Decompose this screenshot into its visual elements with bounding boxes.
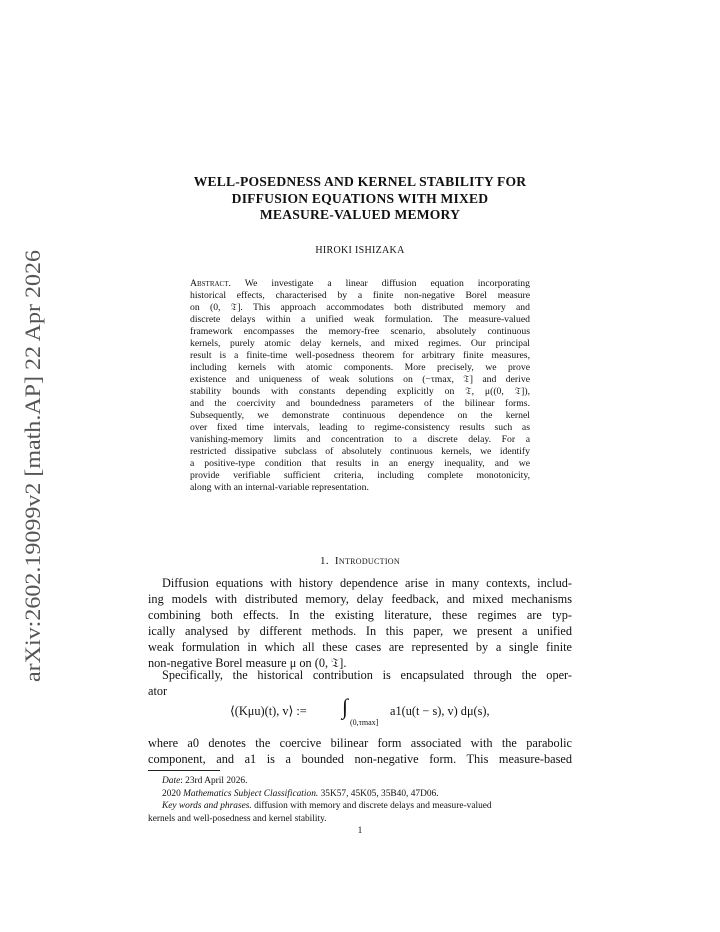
paragraph-line: weak formulation in which all these cases are represented by a single finite xyxy=(148,639,572,654)
footnote-keywords xyxy=(148,800,572,813)
paragraph-line: ing models with distributed memory, delay feedback, and mixed mechanisms xyxy=(148,591,572,606)
abstract-line: a positive-type condition that results in an energy inequality, and we xyxy=(190,458,530,469)
paragraph-line: where a0 denotes the coercive bilinear form associated with the parabolic xyxy=(148,736,572,750)
arxiv-identifier-stamp xyxy=(8,250,48,690)
title-line: MEASURE-VALUED MEMORY xyxy=(259,207,461,222)
intro-paragraph-1 xyxy=(148,576,572,671)
date-label: Date xyxy=(162,776,181,786)
title-line: DIFFUSION EQUATIONS WITH MIXED xyxy=(231,190,489,206)
abstract-line: stability bounds with constants depending explicitly on 𝔗, μ((0, 𝔗]), xyxy=(190,386,530,397)
footnotes xyxy=(148,775,572,825)
paragraph-line: component, and a1 is a bounded non-negative form. This measure-based xyxy=(148,751,572,766)
paragraph-line: combining both effects. In the existing literature, these regimes are typ- xyxy=(148,607,572,622)
paper-title xyxy=(150,174,570,224)
paragraph-line: ically analysed by different methods. In this paper, we present a unified xyxy=(148,623,572,638)
abstract-line: Subsequently, we demonstrate continuous dependence on the kernel xyxy=(190,410,530,421)
abstract-line: along with an internal-variable representation. xyxy=(190,482,369,493)
arxiv-stamp-text: arXiv:2602.19099v2 [math.AP] 22 Apr 2026 xyxy=(20,277,45,682)
keywords-label: Key words and phrases. xyxy=(162,801,252,812)
equation-lhs: ⟨(Kμu)(t), v⟩ := xyxy=(230,704,307,718)
footnote-rule xyxy=(148,770,220,771)
abstract-line: existence and uniqueness of weak solutions on (−τmax, 𝔗] and derive xyxy=(190,374,530,385)
abstract-line: kernels, purely atomic delay kernels, and mixed regimes. Our principal xyxy=(190,338,530,349)
msc-year: 2020 xyxy=(162,788,181,799)
section-number: 1. xyxy=(320,555,329,567)
page-number: 1 xyxy=(357,826,363,836)
abstract-line: result is a finite-time well-posedness theorem for arbitrary finite measures, xyxy=(190,350,530,361)
abstract-line: and the coercivity and boundedness parameters of the bilinear forms. xyxy=(190,398,530,409)
abstract-line: on (0, 𝔗]. This approach accommodates both distributed memory and xyxy=(190,302,530,313)
abstract-line: We investigate a linear diffusion equation incorporating xyxy=(230,278,530,289)
operator-equation xyxy=(230,694,530,736)
paragraph-line: non-negative Borel measure μ on (0, 𝔗]. xyxy=(148,655,347,670)
equation-integrand: a1(u(t − s), v) dμ(s), xyxy=(390,704,490,718)
footnote-date xyxy=(148,775,572,788)
abstract-line: framework encompasses the memory-free scenario, absolutely continuous xyxy=(190,326,530,337)
title-line: WELL-POSEDNESS AND KERNEL STABILITY FOR xyxy=(193,174,527,189)
paragraph-line: ator xyxy=(148,683,168,698)
abstract-line: historical effects, characterised by a finite non-negative Borel measure xyxy=(190,290,530,301)
footnote-msc xyxy=(148,788,572,801)
abstract-line: discrete delays within a unified weak formulation. The measure-valued xyxy=(190,314,530,325)
msc-label: Mathematics Subject Classification. xyxy=(183,788,319,799)
integral-domain: (0,τmax] xyxy=(350,718,379,727)
paragraph-line: Specifically, the historical contribution is encapsulated through the oper- xyxy=(162,668,572,682)
footnote-keywords-continued: kernels and well-posedness and kernel stability. xyxy=(148,813,327,824)
abstract-line: vanishing-memory limits and concentration to a discrete delay. For a xyxy=(190,434,530,445)
integral-sign: ∫ xyxy=(342,694,349,719)
date-value: : 23rd April 2026. xyxy=(180,776,248,786)
paragraph-line: Diffusion equations with history dependence arise in many contexts, includ- xyxy=(162,576,572,590)
abstract-line: including kernels with atomic components. More precisely, we prove xyxy=(190,362,530,373)
abstract-line: over fixed time intervals, leading to regime-consistency results such as xyxy=(190,422,530,433)
keywords-value: diffusion with memory and discrete delays and measure-valued xyxy=(251,801,492,812)
abstract xyxy=(190,278,530,494)
abstract-label: Abstract. xyxy=(190,278,231,289)
intro-paragraph-3 xyxy=(148,736,572,768)
section-heading xyxy=(150,555,570,567)
abstract-line: provide verifiable sufficient criteria, including complete monotonicity, xyxy=(190,470,530,481)
abstract-line: restricted dissipative subclass of absolutely continuous kernels, we identify xyxy=(190,446,530,457)
intro-paragraph-2-lines xyxy=(148,668,572,700)
msc-value: 35K57, 45K05, 35B40, 47D06. xyxy=(318,788,439,799)
author-name: HIROKI ISHIZAKA xyxy=(315,245,405,256)
section-title: Introduction xyxy=(334,555,400,567)
